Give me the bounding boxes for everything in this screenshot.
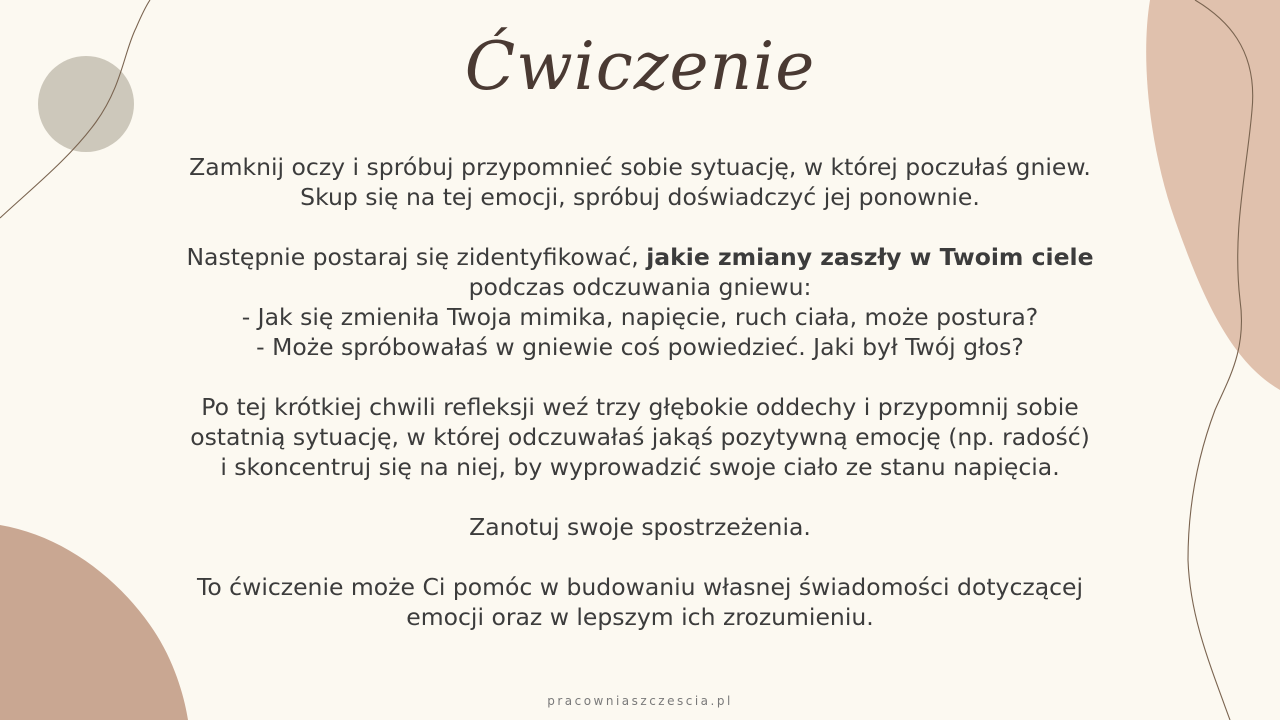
emphasis-text: jakie zmiany zaszły w Twoim ciele: [646, 243, 1094, 271]
bullet-line: - Może spróbowałaś w gniewie coś powiedzieć. Jaki był Twój głos?: [256, 333, 1024, 361]
text-line: To ćwiczenie może Ci pomóc w budowaniu własnej świadomości dotyczącej: [196, 573, 1084, 601]
paragraph-gap: [120, 212, 1160, 242]
text-line: podczas odczuwania gniewu:: [468, 273, 812, 301]
text-line: Po tej krótkiej chwili refleksji weź trzy głębokie oddechy i przypomnij sobie: [201, 393, 1079, 421]
paragraph-gap: [120, 362, 1160, 392]
paragraph-gap: [120, 542, 1160, 572]
text-line: Zamknij oczy i spróbuj przypomnieć sobie sytuację, w której poczułaś gniew.: [189, 153, 1091, 181]
text-line-with-emphasis: [120, 242, 1160, 272]
text-line: Zanotuj swoje spostrzeżenia.: [469, 513, 811, 541]
exercise-text: [120, 152, 1160, 632]
text-line: i skoncentruj się na niej, by wyprowadzić swoje ciało ze stanu napięcia.: [220, 453, 1060, 481]
text-line: ostatnią sytuację, w której odczuwałaś jakąś pozytywną emocję (np. radość): [190, 423, 1090, 451]
paragraph-gap: [120, 482, 1160, 512]
text-line: emocji oraz w lepszym ich zrozumieniu.: [406, 603, 874, 631]
text-line: Skup się na tej emocji, spróbuj doświadczyć jej ponownie.: [300, 183, 980, 211]
slide-title: Ćwiczenie: [464, 28, 816, 105]
footer-website: pracowniaszczescia.pl: [547, 694, 733, 708]
bullet-line: - Jak się zmieniła Twoja mimika, napięcie, ruch ciała, może postura?: [241, 303, 1039, 331]
text-segment: Następnie postaraj się zidentyfikować,: [186, 243, 647, 271]
